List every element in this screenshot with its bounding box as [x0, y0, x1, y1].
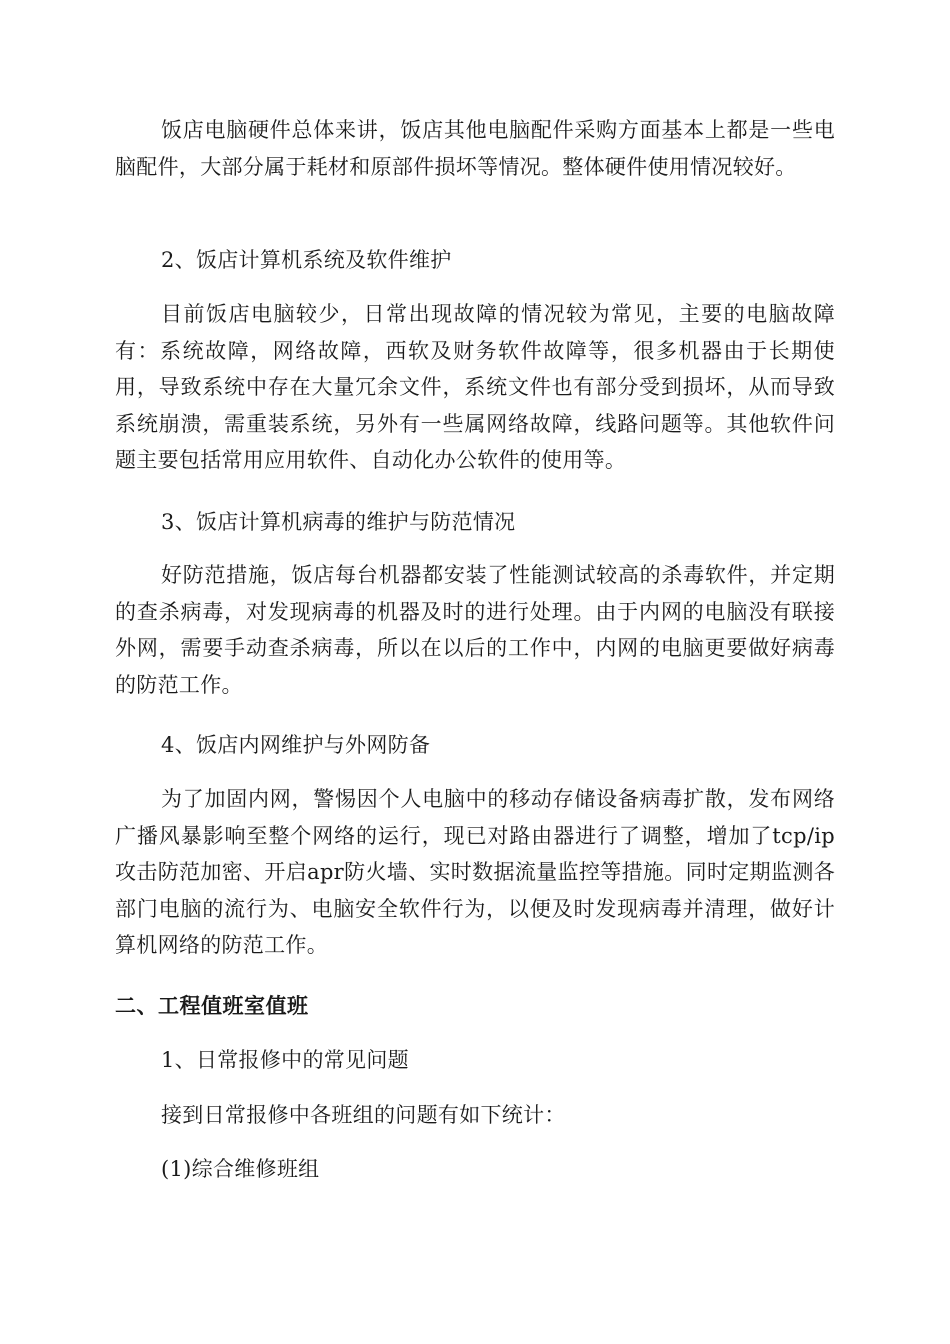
paragraph-repair-statistics-intro: 接到日常报修中各班组的问题有如下统计： — [161, 1103, 566, 1127]
section-title-engineering-duty: 二、工程值班室值班 — [115, 994, 309, 1018]
paragraph-virus-measures: 好防范措施，饭店每台机器都安装了性能测试较高的杀毒软件，并定期的查杀病毒，对发现病毒的机器及时的进行处理。由于内网的电脑没有联接外网，需要手动查杀病毒，所以在以后的工作中，内网的电脑更要做好病毒的防范工作。 — [115, 563, 835, 697]
paragraph-hardware-summary: 饭店电脑硬件总体来讲，饭店其他电脑配件采购方面基本上都是一些电脑配件，大部分属于耗材和原部件损坏等情况。整体硬件使用情况较好。 — [115, 118, 835, 179]
heading-general-maintenance-team: (1)综合维修班组 — [161, 1157, 320, 1181]
paragraph-software-faults: 目前饭店电脑较少，日常出现故障的情况较为常见，主要的电脑故障有：系统故障，网络故障，西软及财务软件故障等，很多机器由于长期使用，导致系统中存在大量冗余文件，系统文件也有部分受到损坏，从而导致系统崩溃，需重装系统，另外有一些属网络故障，线路问题等。其他软件问题主要包括常用应用软件、自动化办公软件的使用等。 — [115, 302, 835, 472]
heading-intranet-maintenance: 4、饭店内网维护与外网防备 — [161, 733, 431, 757]
paragraph-network-security: 为了加固内网，警惕因个人电脑中的移动存储设备病毒扩散，发布网络广播风暴影响至整个网络的运行，现已对路由器进行了调整，增加了tcp/ip攻击防范加密、开启apr防火墙、实时数据流量监控等措施。同时定期监测各部门电脑的流行为、电脑安全软件行为，以便及时发现病毒并清理，做好计算机网络的防范工作。 — [115, 787, 835, 957]
heading-common-repair-issues: 1、日常报修中的常见问题 — [161, 1048, 409, 1072]
heading-virus-prevention: 3、饭店计算机病毒的维护与防范情况 — [161, 510, 516, 534]
heading-system-software-maintenance: 2、饭店计算机系统及软件维护 — [161, 248, 452, 272]
